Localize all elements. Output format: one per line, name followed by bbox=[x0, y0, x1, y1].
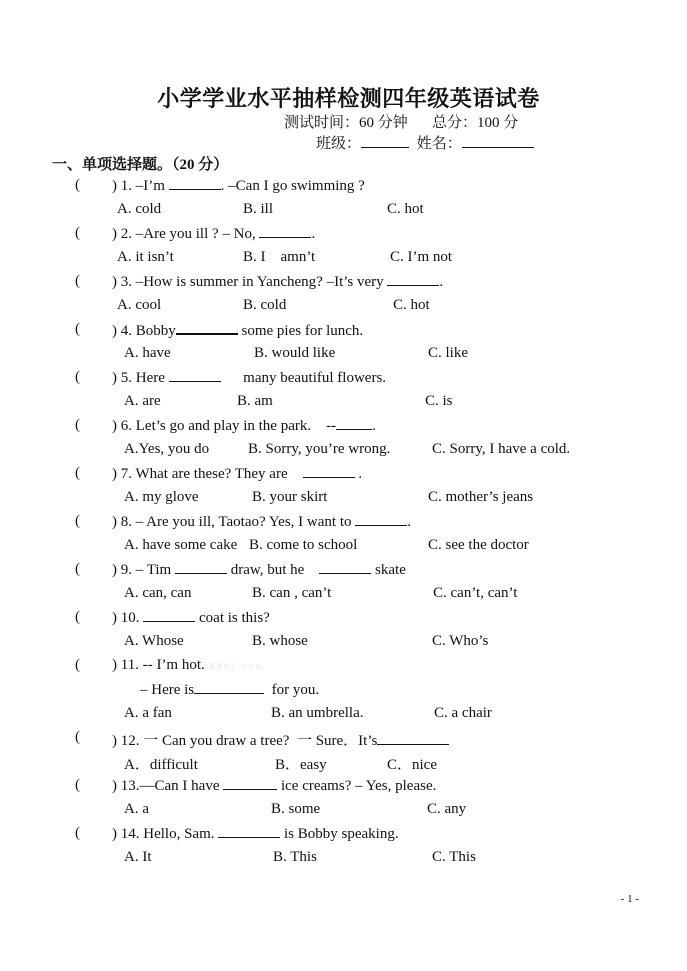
class-blank[interactable] bbox=[361, 135, 409, 148]
class-label: 班级： bbox=[316, 136, 362, 152]
option-c: C. a chair bbox=[434, 705, 492, 721]
answer-paren-open: ( bbox=[75, 657, 80, 673]
question-2: ) 2. –Are you ill ? – No, . bbox=[112, 226, 316, 242]
question-9: ) 9. – Tim draw, but he skate bbox=[112, 562, 406, 578]
question-4: ) 4. Bobby some pies for lunch. bbox=[112, 323, 364, 339]
question-11: ) 11. -- I’m hot. X k b 1 . c o m bbox=[112, 657, 263, 673]
option-c: C. Who’s bbox=[432, 633, 489, 649]
answer-blank[interactable] bbox=[377, 732, 449, 745]
question-12: ) 12. 一 Can you draw a tree? 一 Sure．It’s bbox=[112, 729, 449, 750]
option-a: A. cool bbox=[117, 297, 162, 313]
option-c: C. mother’s jeans bbox=[428, 489, 534, 505]
option-a: A. it isn’t bbox=[117, 249, 174, 265]
answer-blank[interactable] bbox=[143, 609, 195, 622]
option-b: B. ill bbox=[243, 201, 274, 217]
option-a: A. have some cake bbox=[124, 537, 238, 553]
name-label: 姓名： bbox=[416, 136, 462, 152]
answer-blank[interactable] bbox=[194, 681, 264, 694]
answer-paren-open: ( bbox=[75, 561, 80, 577]
option-b: B. This bbox=[273, 849, 317, 865]
option-c: C. hot bbox=[387, 201, 424, 217]
option-c: C. I’m not bbox=[390, 249, 453, 265]
option-c: C. Sorry, I have a cold. bbox=[432, 441, 571, 457]
answer-paren-open: ( bbox=[75, 825, 80, 841]
answer-paren-open: ( bbox=[75, 729, 80, 745]
option-b: B. would like bbox=[254, 345, 336, 361]
question-7: ) 7. What are these? They are . bbox=[112, 466, 363, 482]
option-b: B. some bbox=[271, 801, 321, 817]
question-1: ) 1. –I’m . –Can I go swimming ? bbox=[112, 178, 365, 194]
question-8: ) 8. – Are you ill, Taotao? Yes, I want to . bbox=[112, 514, 411, 530]
answer-blank[interactable] bbox=[355, 513, 407, 526]
answer-blank[interactable] bbox=[223, 777, 277, 790]
question-13: ) 13.—Can I have ice creams? – Yes, please. bbox=[112, 778, 437, 794]
option-c: C. is bbox=[425, 393, 453, 409]
option-b: B. Sorry, you’re wrong. bbox=[248, 441, 391, 457]
answer-paren-open: ( bbox=[75, 609, 80, 625]
answer-blank[interactable] bbox=[336, 417, 372, 430]
option-b: B. whose bbox=[252, 633, 308, 649]
section-title: 一、单项选择题。（20 分） bbox=[52, 157, 229, 173]
question-11-line2: – Here is for you. bbox=[140, 682, 320, 698]
answer-blank[interactable] bbox=[303, 465, 355, 478]
question-10: ) 10. coat is this? bbox=[112, 610, 270, 626]
answer-paren-open: ( bbox=[75, 177, 80, 193]
question-5: ) 5. Here many beautiful flowers. bbox=[112, 370, 387, 386]
class-field bbox=[316, 132, 534, 153]
question-14: ) 14. Hello, Sam. is Bobby speaking. bbox=[112, 826, 399, 842]
option-a: A. my glove bbox=[124, 489, 199, 505]
name-blank[interactable] bbox=[462, 135, 534, 148]
option-a: A. It bbox=[124, 849, 152, 865]
answer-paren-open: ( bbox=[75, 417, 80, 433]
option-c: C. any bbox=[427, 801, 467, 817]
watermark: X k b 1 . c o m bbox=[208, 661, 263, 671]
answer-paren-open: ( bbox=[75, 513, 80, 529]
option-a: A. can, can bbox=[124, 585, 192, 601]
answer-paren-open: ( bbox=[75, 777, 80, 793]
option-b: B. cold bbox=[243, 297, 287, 313]
total-score: 总分：100 分 bbox=[432, 115, 519, 131]
answer-blank[interactable] bbox=[176, 321, 238, 335]
option-c: C. see the doctor bbox=[428, 537, 529, 553]
answer-paren-open: ( bbox=[75, 225, 80, 241]
option-b: B．easy bbox=[275, 757, 327, 773]
option-c: C. This bbox=[432, 849, 476, 865]
page-number: - 1 - bbox=[620, 893, 639, 905]
answer-blank[interactable] bbox=[169, 177, 221, 190]
answer-blank-2[interactable] bbox=[319, 561, 371, 574]
answer-paren-open: ( bbox=[75, 369, 80, 385]
option-b: B. I amn’t bbox=[243, 249, 316, 265]
page-title: 小学学业水平抽样检测四年级英语试卷 bbox=[157, 86, 540, 111]
answer-paren-open: ( bbox=[75, 273, 80, 289]
option-a: A. a fan bbox=[124, 705, 172, 721]
option-b: B. come to school bbox=[249, 537, 358, 553]
option-b: B. your skirt bbox=[252, 489, 328, 505]
answer-blank[interactable] bbox=[387, 273, 439, 286]
answer-paren-open: ( bbox=[75, 465, 80, 481]
option-c: C. can’t, can’t bbox=[433, 585, 518, 601]
option-a: A. cold bbox=[117, 201, 162, 217]
question-3: ) 3. –How is summer in Yancheng? –It’s very . bbox=[112, 274, 444, 290]
option-a: A. are bbox=[124, 393, 161, 409]
answer-blank[interactable] bbox=[259, 225, 311, 238]
option-a: A．difficult bbox=[124, 757, 198, 773]
option-c: C. like bbox=[428, 345, 468, 361]
option-b: B. can , can’t bbox=[252, 585, 332, 601]
answer-blank[interactable] bbox=[169, 369, 221, 382]
option-a: A. a bbox=[124, 801, 149, 817]
answer-paren-open: ( bbox=[75, 321, 80, 337]
exam-time: 测试时间：60 分钟 bbox=[284, 115, 408, 131]
option-a: A. Whose bbox=[124, 633, 184, 649]
option-a: A.Yes, you do bbox=[124, 441, 210, 457]
option-b: B. an umbrella. bbox=[271, 705, 364, 721]
option-a: A. have bbox=[124, 345, 171, 361]
option-c: C．nice bbox=[387, 757, 437, 773]
option-b: B. am bbox=[237, 393, 273, 409]
answer-blank[interactable] bbox=[218, 825, 280, 838]
option-c: C. hot bbox=[393, 297, 430, 313]
answer-blank-1[interactable] bbox=[175, 561, 227, 574]
question-6: ) 6. Let’s go and play in the park. -- . bbox=[112, 418, 376, 434]
